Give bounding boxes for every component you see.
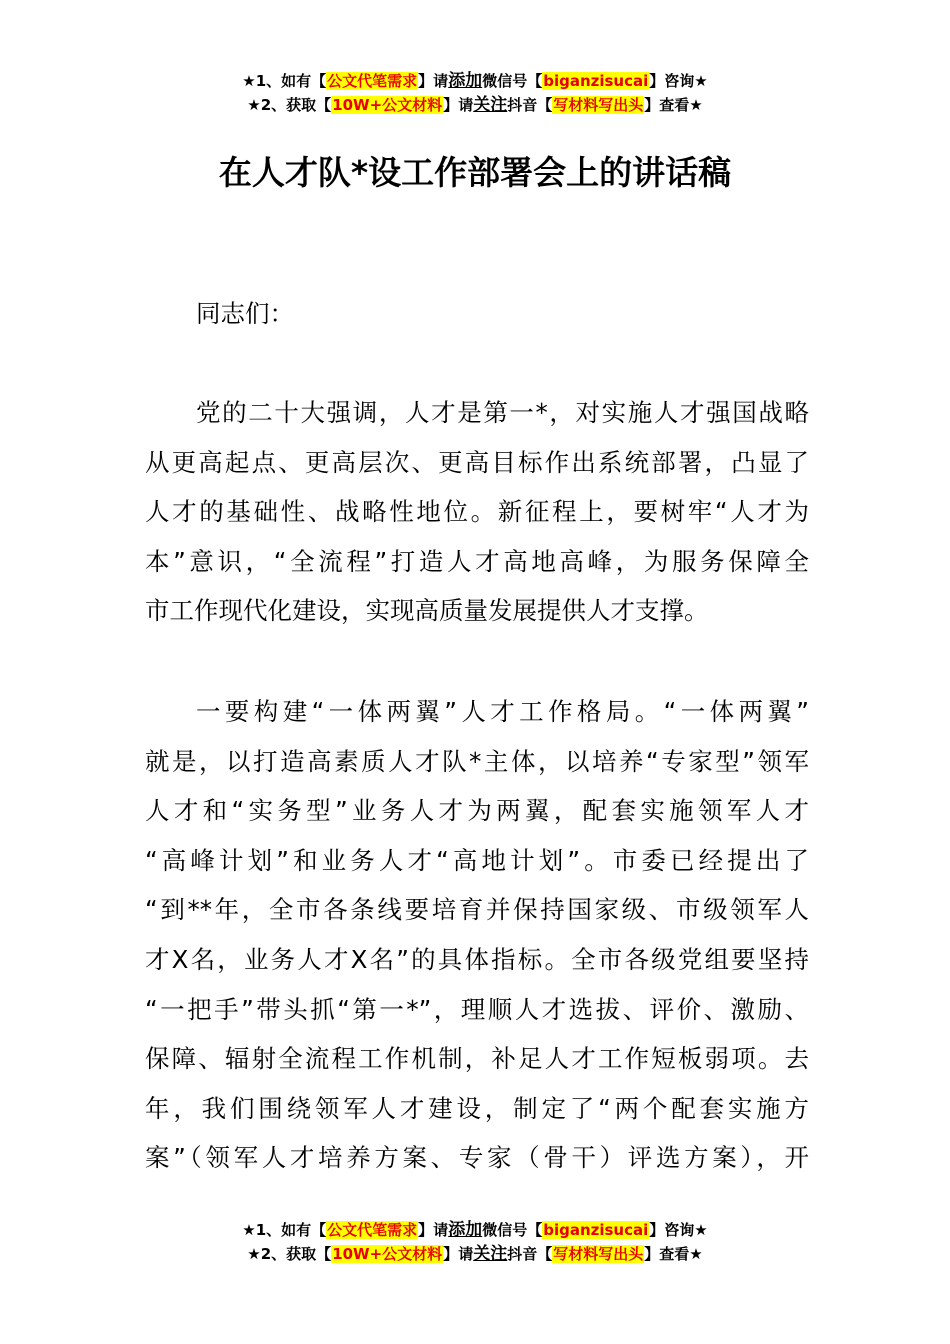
paragraph-line: 从更高起点、更高层次、更高目标作出系统部署，凸显了 <box>145 447 809 477</box>
banner-line-2 <box>0 1242 950 1266</box>
banner-line-1 <box>0 69 950 93</box>
paragraph-line: 市工作现代化建设，实现高质量发展提供人才支撑。 <box>145 596 709 626</box>
paragraph-line: 就是，以打造高素质人才队*主体，以培养“专家型”领军 <box>145 746 809 776</box>
banner-text: 】请 <box>418 72 449 90</box>
banner-text: ★1、如有【 <box>242 72 327 90</box>
footer-banner <box>0 1218 950 1266</box>
paragraph-line: 保障、辐射全流程工作机制，补足人才工作短板弱项。去 <box>145 1044 809 1074</box>
paragraph-line: 人才和“实务型”业务人才为两翼，配套实施领军人才 <box>145 796 809 826</box>
banner-text: ★2、获取【 <box>247 96 332 114</box>
paragraph-line: “高峰计划”和业务人才“高地计划”。市委已经提出了 <box>145 845 809 875</box>
banner-highlight-wechat-id: biganzisucai <box>543 72 649 90</box>
banner-text: 】咨询★ <box>649 1221 708 1239</box>
banner-highlight-service: 公文代笔需求 <box>327 72 418 90</box>
paragraph-line: “一把手”带头抓“第一*”，理顺人才选拔、评价、激励、 <box>145 994 809 1024</box>
banner-text: 微信号【 <box>482 72 543 90</box>
header-banner <box>0 69 950 117</box>
banner-text: ★1、如有【 <box>242 1221 327 1239</box>
banner-highlight-materials: 10W+公文材料 <box>332 1245 443 1263</box>
greeting <box>145 289 809 339</box>
paragraph-1 <box>145 388 809 636</box>
banner-emphasis: 添加 <box>448 1220 483 1240</box>
banner-text: 】查看★ <box>644 1245 703 1263</box>
banner-highlight-douyin-id: 写材料写出头 <box>553 1245 644 1263</box>
banner-highlight-douyin-id: 写材料写出头 <box>553 96 644 114</box>
paragraph-line: 本”意识，“全流程”打造人才高地高峰，为服务保障全 <box>145 546 809 576</box>
paragraph-line: 年，我们围绕领军人才建设，制定了“两个配套实施方 <box>145 1093 809 1123</box>
paragraph-line: 人才的基础性、战略性地位。新征程上，要树牢“人才为 <box>145 497 809 527</box>
paragraph-line: 一要构建“一体两翼”人才工作格局。“一体两翼” <box>196 697 809 726</box>
banner-highlight-wechat-id: biganzisucai <box>543 1221 649 1239</box>
banner-emphasis: 添加 <box>448 71 483 91</box>
banner-text: 】请 <box>443 1245 474 1263</box>
paragraph-line: 案”（领军人才培养方案、专家（骨干）评选方案），开 <box>145 1143 809 1173</box>
document-title: 在人才队*设工作部署会上的讲话稿 <box>218 153 732 192</box>
banner-emphasis: 关注 <box>473 95 508 115</box>
paragraph-line: “到**年，全市各条线要培育并保持国家级、市级领军人 <box>145 895 809 925</box>
banner-text: 】咨询★ <box>649 72 708 90</box>
banner-highlight-service: 公文代笔需求 <box>327 1221 418 1239</box>
paragraph-line: 才X名，业务人才X名”的具体指标。全市各级党组要坚持 <box>145 944 809 974</box>
banner-highlight-materials: 10W+公文材料 <box>332 96 443 114</box>
banner-line-2 <box>0 93 950 117</box>
banner-text: ★2、获取【 <box>247 1245 332 1263</box>
banner-emphasis: 关注 <box>473 1244 508 1264</box>
banner-text: 微信号【 <box>482 1221 543 1239</box>
greeting-text: 同志们： <box>196 299 294 328</box>
banner-text: 】请 <box>443 96 474 114</box>
paragraph-2 <box>145 687 809 1183</box>
banner-text: 抖音【 <box>507 1245 553 1263</box>
banner-line-1 <box>0 1218 950 1242</box>
banner-text: 】查看★ <box>644 96 703 114</box>
banner-text: 抖音【 <box>507 96 553 114</box>
banner-text: 】请 <box>418 1221 449 1239</box>
paragraph-line: 党的二十大强调，人才是第一*，对实施人才强国战略 <box>196 398 809 427</box>
